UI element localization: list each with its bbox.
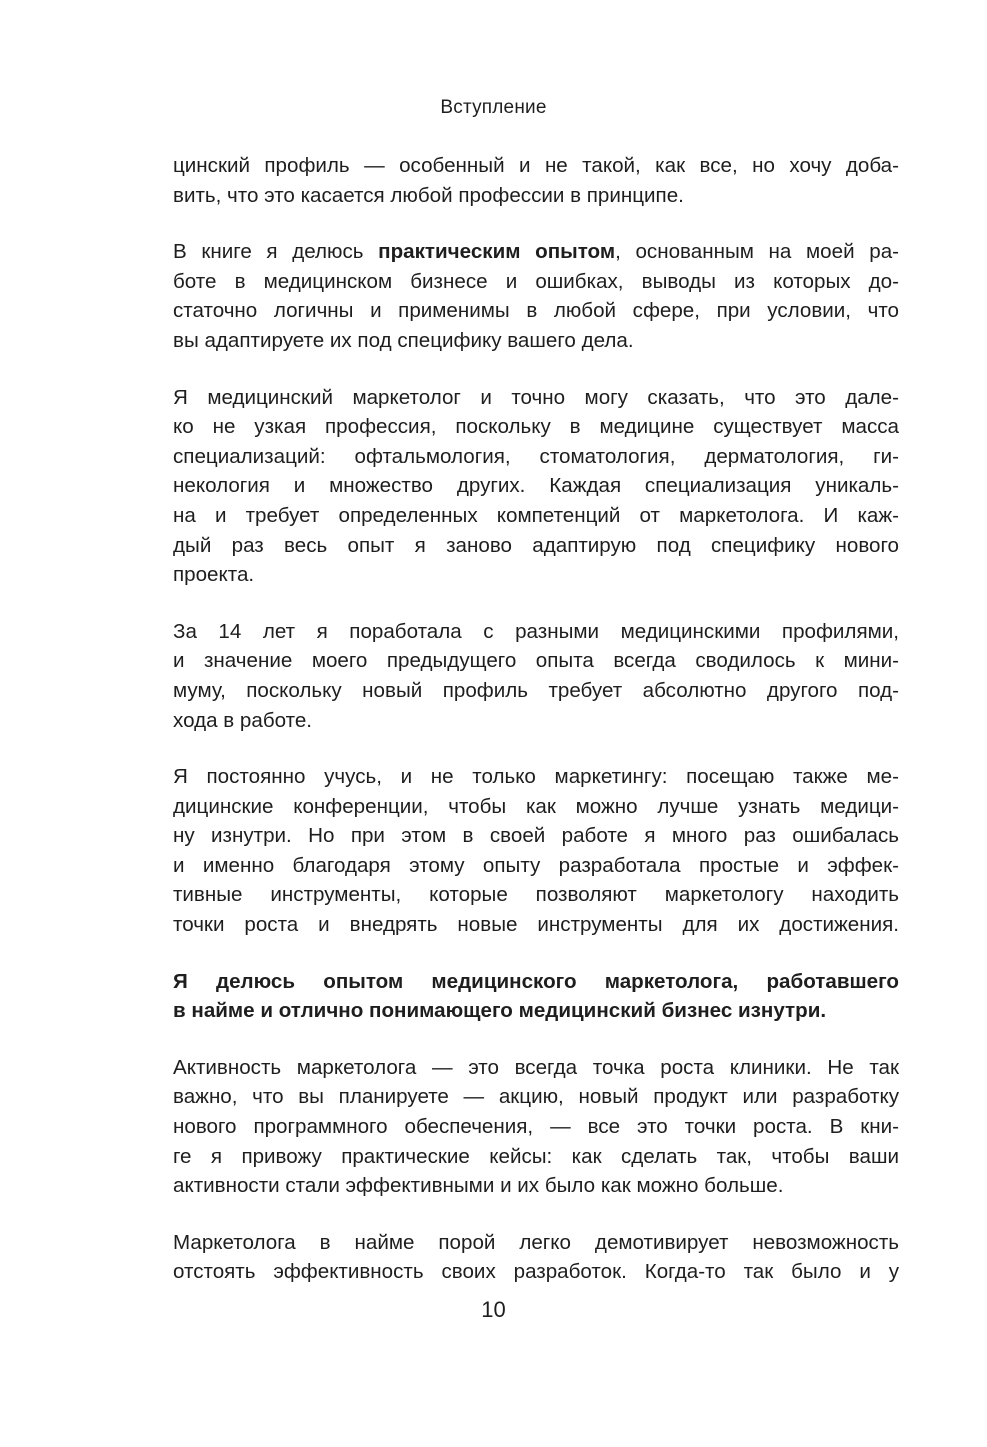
text-line <box>173 237 899 267</box>
text-line: Я медицинский маркетолог и точно могу сказать, что это дале- <box>173 385 899 409</box>
text-line: тивные инструменты, которые позволяют маркетологу находить <box>173 883 899 907</box>
text-line: муму, поскольку новый профиль требует абсолютно другого под- <box>173 678 899 702</box>
text-line: боте в медицинском бизнесе и ошибках, выводы из которых до- <box>173 269 899 293</box>
text-line: хода в работе. <box>173 708 312 732</box>
paragraph-2 <box>173 237 899 355</box>
text-line: некология и множество других. Каждая специализация уникаль- <box>173 474 899 498</box>
text-line: Я делюсь опытом медицинского маркетолога, работавшего <box>173 969 899 993</box>
text-line: Маркетолога в найме порой легко демотивирует невозможность <box>173 1230 899 1254</box>
text-line: специализаций: офтальмология, стоматология, дерматология, ги- <box>173 444 899 468</box>
text-line: на и требует определенных компетенций от маркетолога. И каж- <box>173 503 899 527</box>
paragraph-5 <box>173 762 899 940</box>
text-line: точки роста и внедрять новые инструменты для их достижения. <box>173 913 899 937</box>
text-line: в найме и отлично понимающего медицинский бизнес изнутри. <box>173 999 827 1023</box>
paragraph-4 <box>173 617 899 735</box>
text-line: активности стали эффективными и их было как можно больше. <box>173 1174 784 1198</box>
text-line: отстоять эффективность своих разработок. Когда-то так было и у <box>173 1260 899 1284</box>
text-line: ну изнутри. Но при этом в своей работе я много раз ошибалась <box>173 824 899 848</box>
text-line: статочно логичны и применимы в любой сфере, при условии, что <box>173 299 899 323</box>
text-line: вить, что это касается любой профессии в принципе. <box>173 183 684 207</box>
text-line: цинский профиль — особенный и не такой, как все, но хочу доба- <box>173 154 899 177</box>
text-line: и значение моего предыдущего опыта всегда сводилось к мини- <box>173 649 899 673</box>
text-line: дицинские конференции, чтобы как можно лучше узнать медици- <box>173 794 899 818</box>
text-line: дый раз весь опыт я заново адаптирую под специфику нового <box>173 533 899 557</box>
page-number: 10 <box>481 1297 506 1322</box>
paragraph-3 <box>173 383 899 590</box>
text-run: , основанным на моей ра- <box>615 240 900 264</box>
text-line: За 14 лет я поработала с разными медицинскими профилями, <box>173 619 899 643</box>
text-line: ко не узкая профессия, поскольку в медицине существует масса <box>173 415 899 439</box>
paragraph-1 <box>173 151 899 210</box>
text-line: Активность маркетолога — это всегда точка роста клиники. Не так <box>173 1055 899 1079</box>
body-text <box>173 151 899 1287</box>
text-line: Я постоянно учусь, и не только маркетингу: посещаю также ме- <box>173 765 899 789</box>
text-line: и именно благодаря этому опыту разработала простые и эффек- <box>173 853 899 877</box>
running-head: Вступление <box>440 97 547 118</box>
text-line: вы адаптируете их под специфику вашего дела. <box>173 328 634 352</box>
paragraph-8 <box>173 1228 899 1287</box>
text-line: проекта. <box>173 563 255 587</box>
text-line: важно, что вы планируете — акцию, новый продукт или разработку <box>173 1085 899 1109</box>
paragraph-7 <box>173 1053 899 1201</box>
paragraph-6-bold <box>173 967 899 1026</box>
text-run: В книге я делюсь <box>173 240 379 264</box>
text-line: ге я привожу практические кейсы: как сделать так, чтобы ваши <box>173 1144 899 1168</box>
bold-phrase: практическим опытом <box>378 240 616 264</box>
text-line: нового программного обеспечения, — все это точки роста. В кни- <box>173 1115 899 1139</box>
